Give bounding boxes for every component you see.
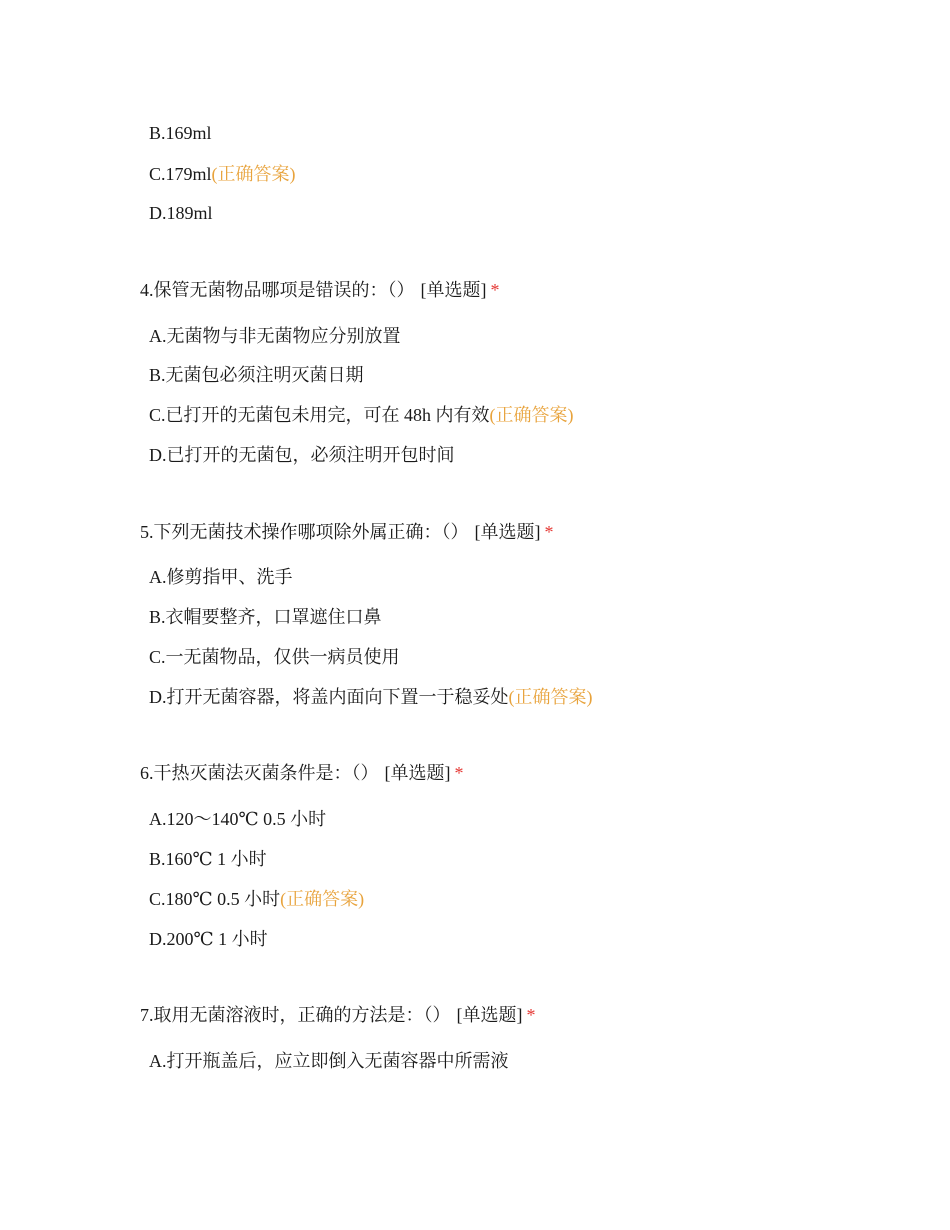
option-text: B.衣帽要整齐，口罩遮住口鼻 [149, 607, 382, 627]
question-text: 5.下列无菌技术操作哪项除外属正确：（） [140, 522, 469, 542]
required-marker: * [526, 1005, 536, 1025]
question-title [140, 279, 500, 301]
correct-answer-marker: (正确答案) [211, 164, 296, 184]
option-text: B.169ml [149, 123, 212, 143]
question-type-tag: [单选题] [456, 1005, 523, 1025]
option-text: D.189ml [149, 203, 213, 223]
question-type-tag: [单选题] [474, 522, 541, 542]
required-marker: * [490, 280, 500, 300]
option-text: C.已打开的无菌包未用完，可在 48h 内有效 [149, 405, 490, 425]
question-text: 7.取用无菌溶液时，正确的方法是：（） [140, 1005, 451, 1025]
option-a [149, 325, 401, 347]
option-text: D.200℃ 1 小时 [149, 929, 268, 949]
question-text: 4.保管无菌物品哪项是错误的：（） [140, 280, 415, 300]
question-title [140, 1004, 536, 1026]
option-d [149, 444, 455, 466]
option-b [149, 364, 364, 386]
option-c [149, 404, 574, 426]
option-d [149, 928, 268, 950]
option-text: D.已打开的无菌包，必须注明开包时间 [149, 445, 455, 465]
option-d [149, 686, 593, 708]
option-text: A.修剪指甲、洗手 [149, 567, 293, 587]
option-c [149, 163, 296, 185]
option-text: A.120～140℃ 0.5 小时 [149, 809, 327, 829]
option-a [149, 566, 293, 588]
required-marker: * [454, 763, 464, 783]
question-title [140, 762, 464, 784]
question-type-tag: [单选题] [420, 280, 487, 300]
option-text: C.180℃ 0.5 小时 [149, 889, 281, 909]
option-text: B.160℃ 1 小时 [149, 849, 267, 869]
option-b [149, 122, 212, 144]
option-d [149, 202, 213, 224]
option-b [149, 606, 382, 628]
option-a [149, 1050, 509, 1072]
correct-answer-marker: (正确答案) [280, 889, 365, 909]
option-text: C.一无菌物品，仅供一病员使用 [149, 647, 400, 667]
question-title [140, 521, 554, 543]
option-text: B.无菌包必须注明灭菌日期 [149, 365, 364, 385]
option-text: A.打开瓶盖后，应立即倒入无菌容器中所需液 [149, 1051, 509, 1071]
correct-answer-marker: (正确答案) [489, 405, 574, 425]
option-b [149, 848, 267, 870]
option-text: A.无菌物与非无菌物应分别放置 [149, 326, 401, 346]
required-marker: * [544, 522, 554, 542]
question-type-tag: [单选题] [384, 763, 451, 783]
option-c [149, 646, 400, 668]
question-text: 6.干热灭菌法灭菌条件是：（） [140, 763, 379, 783]
option-a [149, 808, 326, 830]
option-text: D.打开无菌容器，将盖内面向下置一于稳妥处 [149, 687, 509, 707]
option-text: C.179ml [149, 164, 212, 184]
option-c [149, 888, 364, 910]
correct-answer-marker: (正确答案) [508, 687, 593, 707]
